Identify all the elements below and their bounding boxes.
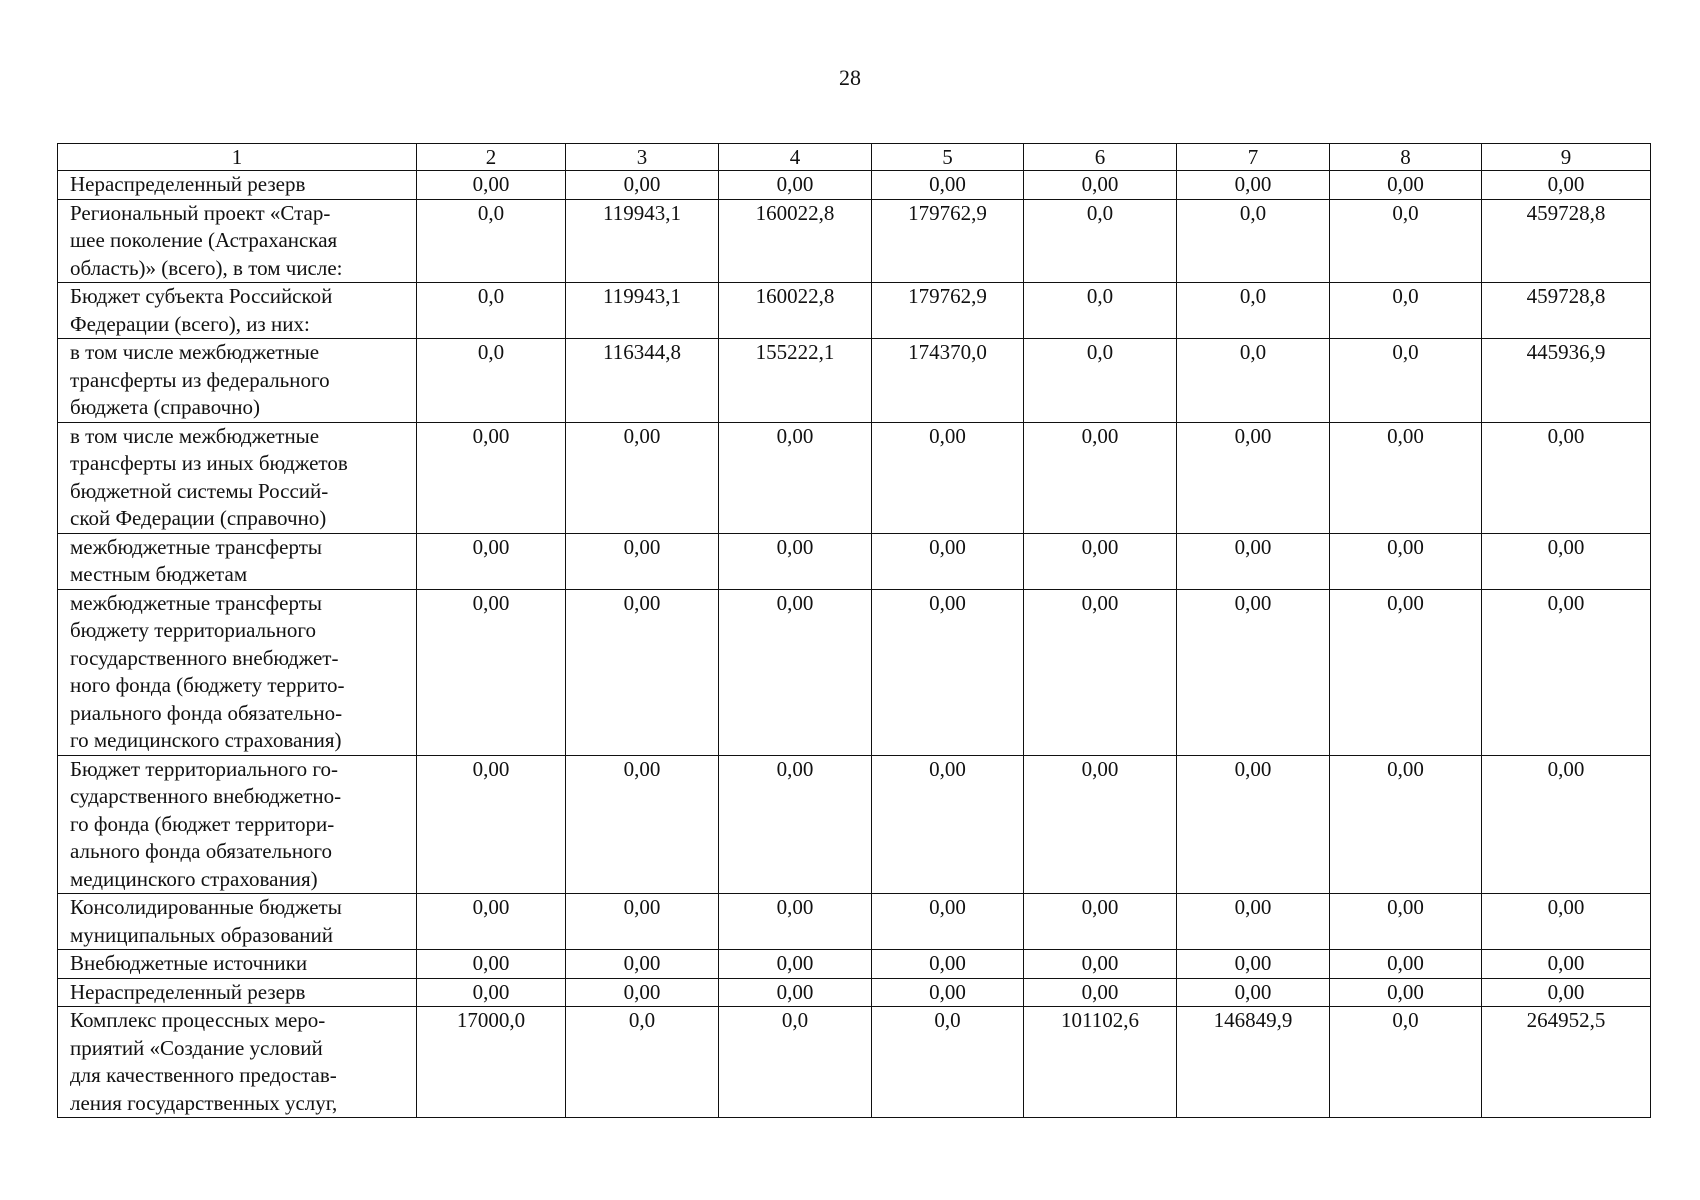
cell-value: 0,0 — [1330, 1007, 1482, 1118]
cell-value: 0,00 — [417, 171, 566, 200]
cell-value: 160022,8 — [719, 199, 872, 283]
cell-value: 179762,9 — [872, 199, 1024, 283]
column-number: 8 — [1330, 144, 1482, 171]
cell-value: 0,00 — [566, 755, 719, 894]
cell-value: 0,00 — [872, 978, 1024, 1007]
budget-table — [57, 143, 1651, 1118]
table-row — [58, 339, 1651, 423]
row-label: Региональный проект «Стар- шее поколение (Астраханская область)» (всего), в том числе: — [58, 199, 417, 283]
cell-value: 0,00 — [1330, 422, 1482, 533]
row-label: Комплекс процессных меро- приятий «Создание условий для качественного предостав- ления государственных услуг, — [58, 1007, 417, 1118]
cell-value: 0,00 — [1482, 978, 1651, 1007]
cell-value: 0,00 — [1024, 755, 1177, 894]
cell-value: 0,00 — [566, 894, 719, 950]
table-row — [58, 1007, 1651, 1118]
cell-value: 0,00 — [719, 171, 872, 200]
cell-value: 0,00 — [1177, 422, 1330, 533]
cell-value: 0,00 — [719, 589, 872, 755]
cell-value: 459728,8 — [1482, 283, 1651, 339]
cell-value: 179762,9 — [872, 283, 1024, 339]
cell-value: 0,00 — [1482, 755, 1651, 894]
cell-value: 0,0 — [417, 199, 566, 283]
row-label: межбюджетные трансферты бюджету территориального государственного внебюджет- ного фонда (бюджету террито- риального фонда обязательно- го медицинского страхования) — [58, 589, 417, 755]
cell-value: 119943,1 — [566, 199, 719, 283]
cell-value: 155222,1 — [719, 339, 872, 423]
row-label: Бюджет субъекта Российской Федерации (всего), из них: — [58, 283, 417, 339]
cell-value: 0,00 — [1330, 171, 1482, 200]
cell-value: 0,00 — [1177, 533, 1330, 589]
cell-value: 0,00 — [872, 422, 1024, 533]
row-label: Внебюджетные источники — [58, 950, 417, 979]
cell-value: 0,00 — [1482, 950, 1651, 979]
cell-value: 0,00 — [566, 589, 719, 755]
cell-value: 0,00 — [1330, 589, 1482, 755]
column-number: 9 — [1482, 144, 1651, 171]
cell-value: 0,0 — [417, 283, 566, 339]
cell-value: 0,00 — [1024, 171, 1177, 200]
cell-value: 0,00 — [1330, 755, 1482, 894]
cell-value: 0,0 — [1177, 283, 1330, 339]
cell-value: 0,00 — [1330, 533, 1482, 589]
table-row — [58, 894, 1651, 950]
cell-value: 0,00 — [417, 589, 566, 755]
cell-value: 0,00 — [1177, 978, 1330, 1007]
cell-value: 0,00 — [566, 533, 719, 589]
cell-value: 0,00 — [872, 589, 1024, 755]
page-number: 28 — [839, 65, 861, 90]
cell-value: 116344,8 — [566, 339, 719, 423]
cell-value: 0,00 — [1177, 589, 1330, 755]
row-label: Бюджет территориального го- сударственного внебюджетно- го фонда (бюджет территори- ального фонда обязательного медицинского страхования) — [58, 755, 417, 894]
cell-value: 160022,8 — [719, 283, 872, 339]
row-label: в том числе межбюджетные трансферты из федерального бюджета (справочно) — [58, 339, 417, 423]
cell-value: 0,00 — [1177, 894, 1330, 950]
cell-value: 0,00 — [1482, 533, 1651, 589]
cell-value: 0,00 — [719, 422, 872, 533]
cell-value: 0,00 — [1024, 950, 1177, 979]
cell-value: 0,00 — [566, 422, 719, 533]
cell-value: 0,0 — [1024, 199, 1177, 283]
cell-value: 0,00 — [1482, 171, 1651, 200]
column-number-row — [58, 144, 1651, 171]
cell-value: 17000,0 — [417, 1007, 566, 1118]
table-row — [58, 422, 1651, 533]
cell-value: 174370,0 — [872, 339, 1024, 423]
table-row — [58, 171, 1651, 200]
cell-value: 0,0 — [1330, 339, 1482, 423]
row-label: Нераспределенный резерв — [58, 978, 417, 1007]
cell-value: 0,00 — [1024, 422, 1177, 533]
cell-value: 0,00 — [872, 755, 1024, 894]
cell-value: 0,00 — [1177, 950, 1330, 979]
cell-value: 0,00 — [1330, 950, 1482, 979]
cell-value: 0,00 — [872, 894, 1024, 950]
cell-value: 0,00 — [566, 950, 719, 979]
cell-value: 0,0 — [1330, 199, 1482, 283]
cell-value: 0,00 — [417, 533, 566, 589]
table-row — [58, 533, 1651, 589]
column-number: 3 — [566, 144, 719, 171]
cell-value: 0,0 — [1177, 199, 1330, 283]
table-row — [58, 978, 1651, 1007]
cell-value: 101102,6 — [1024, 1007, 1177, 1118]
column-number: 7 — [1177, 144, 1330, 171]
row-label: Консолидированные бюджеты муниципальных образований — [58, 894, 417, 950]
cell-value: 0,00 — [1024, 894, 1177, 950]
cell-value: 0,00 — [1482, 422, 1651, 533]
cell-value: 0,00 — [417, 894, 566, 950]
cell-value: 0,00 — [417, 978, 566, 1007]
cell-value: 0,0 — [1024, 339, 1177, 423]
row-label: межбюджетные трансферты местным бюджетам — [58, 533, 417, 589]
table-row — [58, 589, 1651, 755]
column-number: 4 — [719, 144, 872, 171]
cell-value: 0,00 — [566, 978, 719, 1007]
cell-value: 0,00 — [1482, 894, 1651, 950]
cell-value: 0,00 — [1482, 589, 1651, 755]
cell-value: 0,0 — [1024, 283, 1177, 339]
cell-value: 0,00 — [417, 950, 566, 979]
table-row — [58, 755, 1651, 894]
cell-value: 0,00 — [719, 950, 872, 979]
column-number: 1 — [58, 144, 417, 171]
cell-value: 0,0 — [872, 1007, 1024, 1118]
table-row — [58, 950, 1651, 979]
table-row — [58, 199, 1651, 283]
cell-value: 0,00 — [1024, 978, 1177, 1007]
cell-value: 0,00 — [872, 950, 1024, 979]
column-number: 6 — [1024, 144, 1177, 171]
cell-value: 0,0 — [566, 1007, 719, 1118]
cell-value: 0,00 — [719, 978, 872, 1007]
cell-value: 0,0 — [719, 1007, 872, 1118]
column-number: 2 — [417, 144, 566, 171]
cell-value: 0,00 — [872, 171, 1024, 200]
table-row — [58, 283, 1651, 339]
cell-value: 0,00 — [417, 755, 566, 894]
cell-value: 459728,8 — [1482, 199, 1651, 283]
row-label: в том числе межбюджетные трансферты из иных бюджетов бюджетной системы Россий- ской Федерации (справочно) — [58, 422, 417, 533]
cell-value: 0,00 — [872, 533, 1024, 589]
cell-value: 445936,9 — [1482, 339, 1651, 423]
cell-value: 0,0 — [1177, 339, 1330, 423]
cell-value: 146849,9 — [1177, 1007, 1330, 1118]
cell-value: 0,00 — [719, 755, 872, 894]
cell-value: 0,00 — [566, 171, 719, 200]
column-number: 5 — [872, 144, 1024, 171]
cell-value: 0,0 — [417, 339, 566, 423]
cell-value: 0,00 — [1330, 894, 1482, 950]
cell-value: 0,00 — [1024, 589, 1177, 755]
cell-value: 119943,1 — [566, 283, 719, 339]
cell-value: 0,00 — [719, 533, 872, 589]
cell-value: 264952,5 — [1482, 1007, 1651, 1118]
cell-value: 0,00 — [417, 422, 566, 533]
cell-value: 0,00 — [719, 894, 872, 950]
cell-value: 0,0 — [1330, 283, 1482, 339]
cell-value: 0,00 — [1177, 171, 1330, 200]
row-label: Нераспределенный резерв — [58, 171, 417, 200]
cell-value: 0,00 — [1330, 978, 1482, 1007]
cell-value: 0,00 — [1177, 755, 1330, 894]
cell-value: 0,00 — [1024, 533, 1177, 589]
